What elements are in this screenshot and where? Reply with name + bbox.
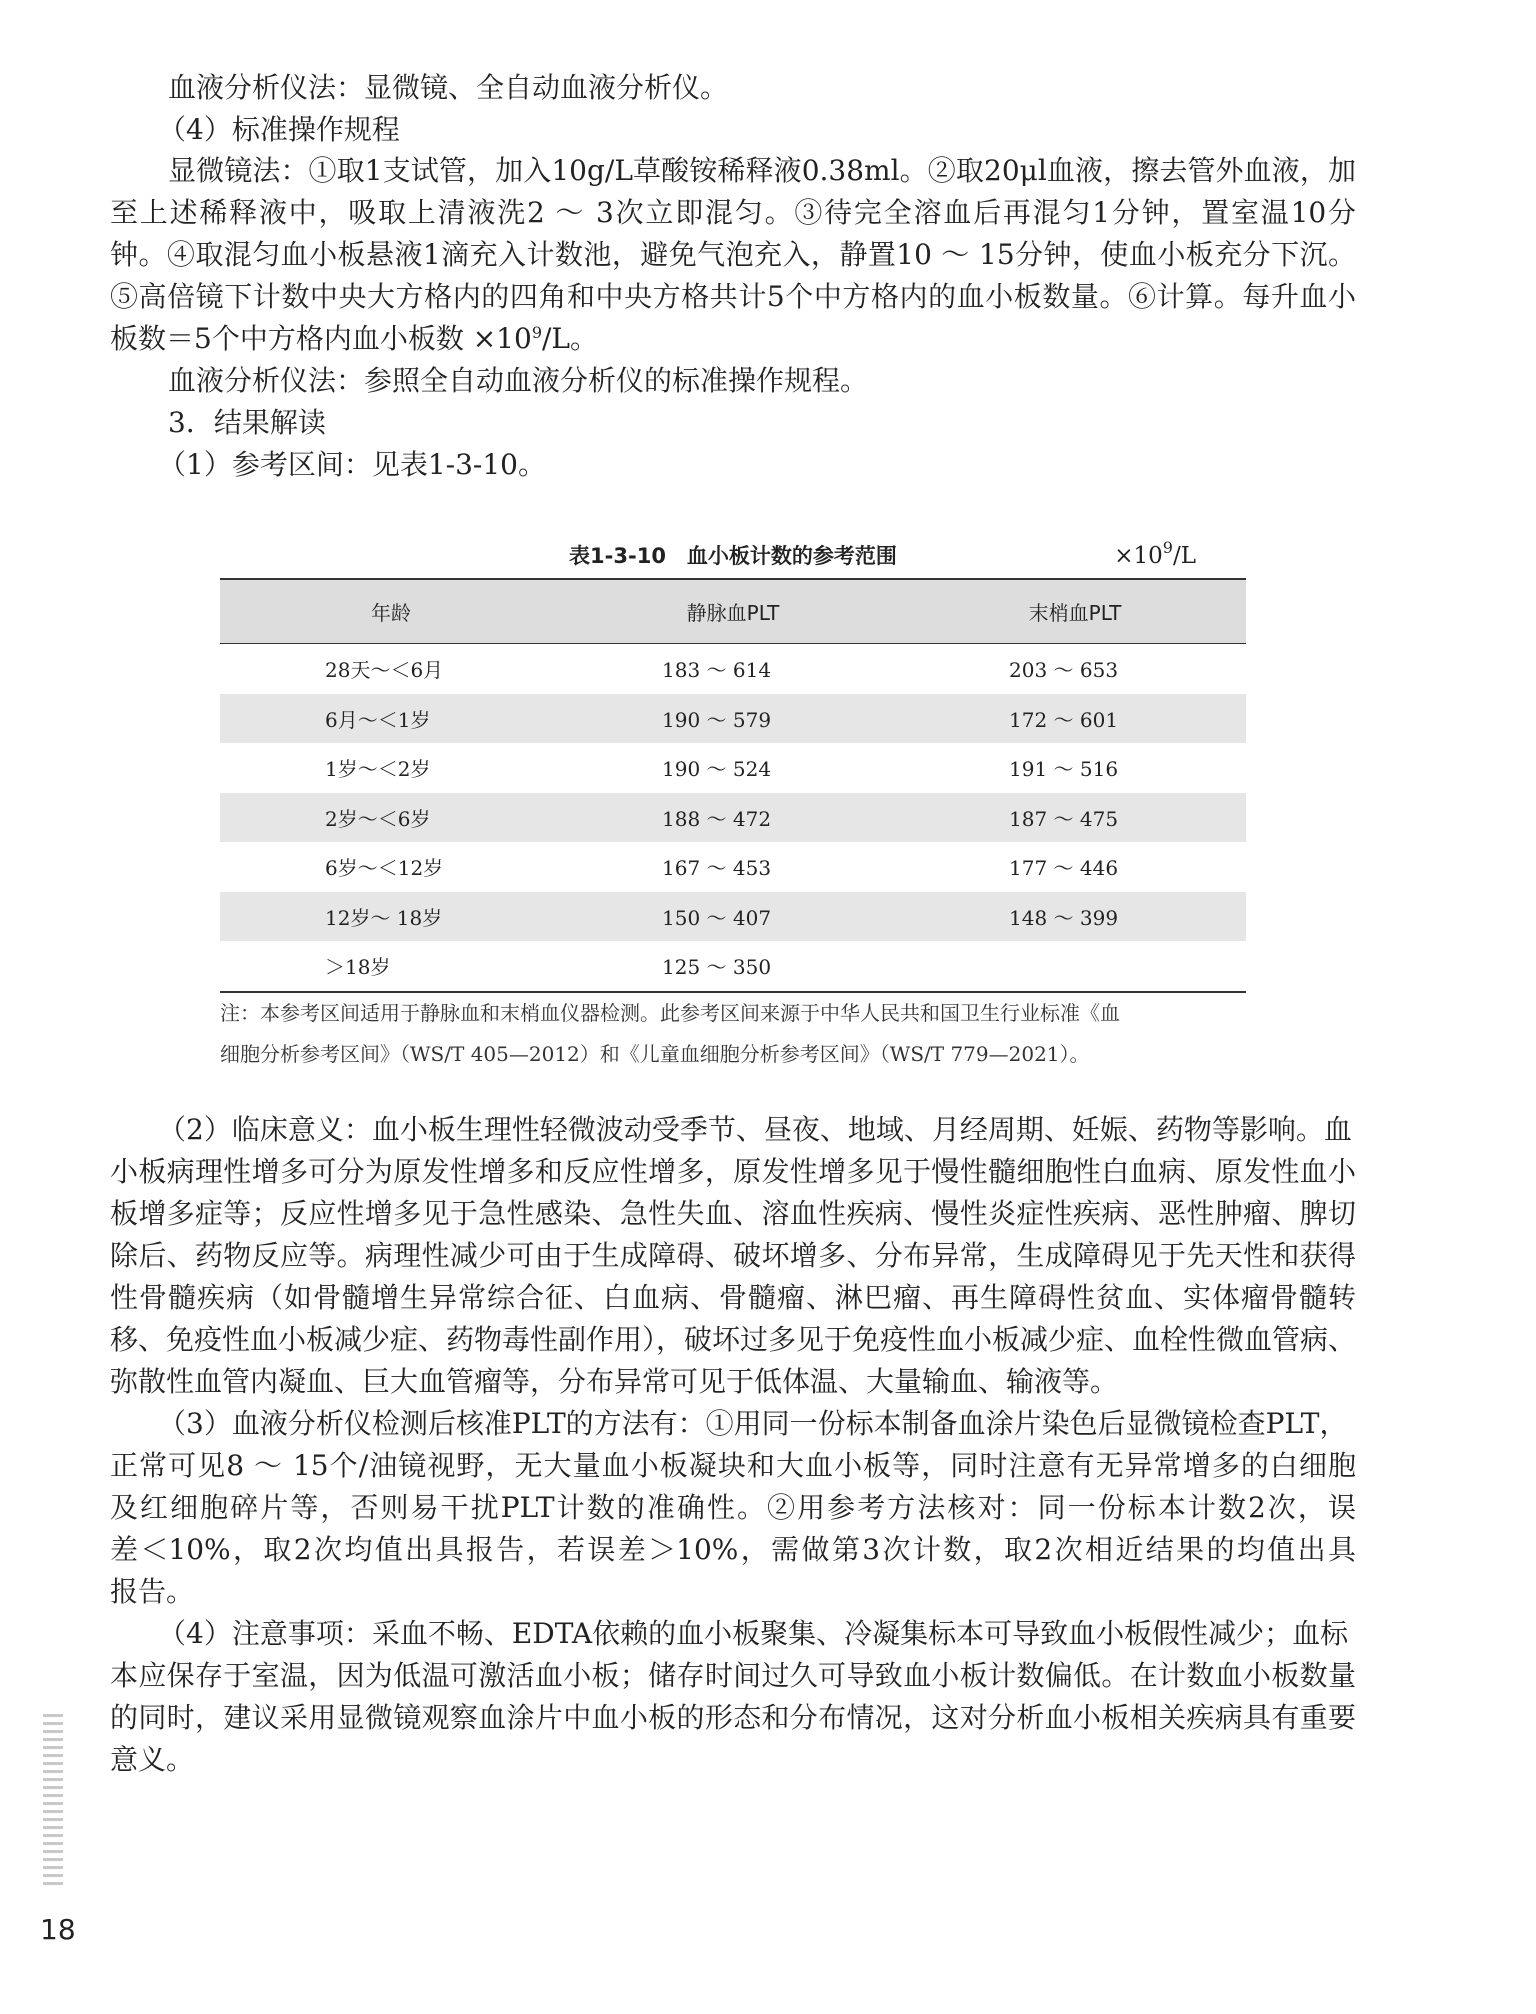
cell-age: 6月～＜1岁: [325, 707, 431, 732]
section-heading: （4）标准操作规程: [158, 113, 400, 146]
unit-suffix: /L: [1172, 543, 1196, 569]
cell-age: ＞18岁: [325, 955, 391, 980]
decoration-bar: [43, 1882, 63, 1885]
text-line: ⑤高倍镜下计数中央大方格内的四角和中央方格共计5个中方格内的血小板数量。⑥计算。每升血小: [110, 280, 1356, 313]
cell-peripheral: 177 ～ 446: [1009, 856, 1119, 881]
table-note: 细胞分析参考区间》（WS/T 405—2012）和《儿童血细胞分析参考区间》（WS/T 779—2021）。: [220, 1042, 1090, 1066]
unit-exponent: 9: [1162, 538, 1173, 557]
cell-venous: 190 ～ 524: [662, 757, 772, 782]
decoration-bar: [43, 1778, 63, 1781]
text-line: 显微镜法：①取1支试管，加入10g/L草酸铵稀释液0.38ml。②取20μl血液，擦去管外血液，加: [168, 154, 1356, 187]
text-line: 差＜10%，取2次均值出具报告，若误差＞10%，需做第3次计数，取2次相近结果的均值出具: [110, 1533, 1356, 1566]
formula-exponent: 9: [531, 323, 542, 342]
text-line: 板增多症等；反应性增多见于急性感染、急性失血、溶血性疾病、慢性炎症性疾病、恶性肿瘤、脾切: [110, 1197, 1356, 1230]
decoration-bar: [43, 1738, 63, 1741]
text-line: 本应保存于室温，因为低温可激活血小板；储存时间过久可导致血小板计数偏低。在计数血小板数量: [110, 1659, 1356, 1692]
header-age: 年龄: [371, 601, 411, 625]
page-edge-decoration: [43, 1714, 63, 1890]
cell-peripheral: [904, 941, 1246, 991]
text-line: 报告。: [110, 1575, 195, 1608]
text-line: 至上述稀释液中，吸取上清液洗2 ～ 3次立即混匀。③待完全溶血后再混匀1分钟，置室温10分: [110, 196, 1356, 229]
cell-age: 12岁～ 18岁: [325, 905, 443, 930]
decoration-bar: [43, 1858, 63, 1861]
header-venous-plt: 静脉血PLT: [686, 601, 780, 625]
table-caption: [220, 538, 1246, 574]
decoration-bar: [43, 1722, 63, 1725]
text-line: 血液分析仪法：显微镜、全自动血液分析仪。: [168, 71, 729, 104]
text-line: 小板病理性增多可分为原发性增多和反应性增多，原发性增多见于慢性髓细胞性白血病、原发性血小: [110, 1155, 1356, 1188]
decoration-bar: [43, 1826, 63, 1829]
text-line: （4）注意事项：采血不畅、EDTA依赖的血小板聚集、冷凝集标本可导致血小板假性减少；血标: [158, 1617, 1349, 1650]
decoration-bar: [43, 1714, 63, 1717]
reference-range-table: [220, 578, 1246, 993]
decoration-bar: [43, 1746, 63, 1749]
table-row: [220, 842, 1246, 892]
decoration-bar: [43, 1786, 63, 1789]
cell-venous: 150 ～ 407: [662, 905, 772, 930]
text-line: 性骨髓疾病（如骨髓增生异常综合征、白血病、骨髓瘤、淋巴瘤、再生障碍性贫血、实体瘤骨髓转: [110, 1281, 1356, 1314]
cell-venous: 125 ～ 350: [662, 955, 772, 980]
table-row: [220, 793, 1246, 843]
decoration-bar: [43, 1762, 63, 1765]
table-header-row: [220, 580, 1246, 644]
section-heading: 3．结果解读: [168, 406, 326, 439]
cell-venous: 183 ～ 614: [662, 658, 772, 683]
table-unit: [1114, 538, 1196, 574]
decoration-bar: [43, 1810, 63, 1813]
page-number: 18: [40, 1913, 76, 1946]
decoration-bar: [43, 1850, 63, 1853]
cell-venous: 188 ～ 472: [662, 806, 772, 831]
table-bottom-rule: [220, 991, 1246, 993]
cell-peripheral: 203 ～ 653: [1009, 658, 1119, 683]
cell-age: 2岁～＜6岁: [325, 806, 431, 831]
text-line: 移、免疫性血小板减少症、药物毒性副作用），破坏过多见于免疫性血小板减少症、血栓性微血管病、: [110, 1323, 1357, 1356]
cell-age: 1岁～＜2岁: [325, 757, 431, 782]
text-line: 意义。: [110, 1743, 195, 1776]
text-line: 及红细胞碎片等，否则易干扰PLT计数的准确性。②用参考方法核对：同一份标本计数2次，误: [110, 1491, 1356, 1524]
text-line: 弥散性血管内凝血、巨大血管瘤等，分布异常可见于低体温、大量输血、输液等。: [110, 1365, 1119, 1398]
text-line: 除后、药物反应等。病理性减少可由于生成障碍、破坏增多、分布异常，生成障碍见于先天性和获得: [110, 1239, 1356, 1272]
table-row: [220, 694, 1246, 744]
decoration-bar: [43, 1842, 63, 1845]
cell-peripheral: 148 ～ 399: [1009, 905, 1119, 930]
cell-age: 6岁～＜12岁: [325, 856, 444, 881]
header-peripheral-plt: 末梢血PLT: [1028, 601, 1122, 625]
cell-age: 28天～＜6月: [325, 658, 444, 683]
table-row: [220, 644, 1246, 694]
table-note: 注：本参考区间适用于静脉血和末梢血仪器检测。此参考区间来源于中华人民共和国卫生行业标准《血: [220, 1001, 1120, 1025]
cell-venous: 190 ～ 579: [662, 707, 772, 732]
decoration-bar: [43, 1794, 63, 1797]
text-line: （1）参考区间：见表1-3-10。: [158, 448, 546, 481]
text-line: 正常可见8 ～ 15个/油镜视野，无大量血小板凝块和大血小板等，同时注意有无异常增多的白细胞: [110, 1449, 1356, 1482]
cell-venous: 167 ～ 453: [662, 856, 772, 881]
decoration-bar: [43, 1866, 63, 1869]
text-line: 的同时，建议采用显微镜观察血涂片中血小板的形态和分布情况，这对分析血小板相关疾病具有重要: [110, 1701, 1356, 1734]
formula-unit: /L。: [542, 322, 599, 355]
formula-text: 板数＝5个中方格内血小板数 ×10: [110, 322, 532, 355]
text-line: 血液分析仪法：参照全自动血液分析仪的标准操作规程。: [168, 364, 869, 397]
text-line: 钟。④取混匀血小板悬液1滴充入计数池，避免气泡充入，静置10 ～ 15分钟，使血小板充分下沉。: [110, 238, 1356, 271]
decoration-bar: [43, 1770, 63, 1773]
decoration-bar: [43, 1730, 63, 1733]
table-row: [220, 941, 1246, 991]
cell-peripheral: 191 ～ 516: [1009, 757, 1119, 782]
cell-peripheral: 172 ～ 601: [1009, 707, 1119, 732]
decoration-bar: [43, 1834, 63, 1837]
text-line: [110, 319, 598, 359]
decoration-bar: [43, 1754, 63, 1757]
decoration-bar: [43, 1802, 63, 1805]
text-line: （2）临床意义：血小板生理性轻微波动受季节、昼夜、地域、月经周期、妊娠、药物等影响。血: [158, 1113, 1352, 1146]
decoration-bar: [43, 1818, 63, 1821]
decoration-bar: [43, 1874, 63, 1877]
table-title: 表1-3-10 血小板计数的参考范围: [569, 544, 897, 568]
table-row: [220, 743, 1246, 793]
unit-text: ×10: [1114, 543, 1163, 569]
text-line: （3）血液分析仪检测后核准PLT的方法有：①用同一份标本制备血涂片染色后显微镜检查PLT，: [158, 1407, 1348, 1440]
cell-peripheral: 187 ～ 475: [1009, 806, 1119, 831]
table-row: [220, 892, 1246, 942]
